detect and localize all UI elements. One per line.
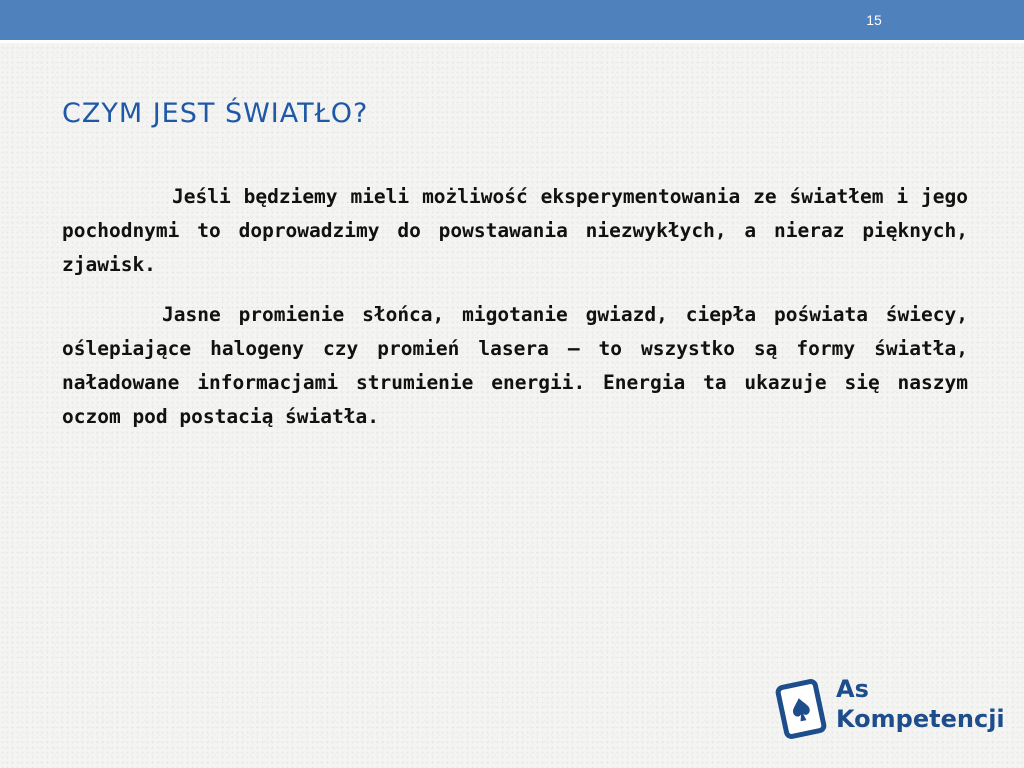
slide-title: CZYM JEST ŚWIATŁO? xyxy=(62,98,369,129)
paragraph-2-text: Jasne promienie słońca, migotanie gwiazd, ciepła poświata świecy, oślepiające halogeny czy promień lasera – to wszystko są formy światła, naładowane informacjami strumienie energii. Energia ta ukazuje się naszym oczom pod postacią światła. xyxy=(62,303,968,428)
logo-line-1: As xyxy=(836,675,869,703)
paragraph-1 xyxy=(62,180,968,282)
paragraph-1-text: Jeśli będziemy mieli możliwość eksperymentowania ze światłem i jego pochodnymi to doprowadzimy do powstawania niezwykłych, a nieraz pięknych, zjawisk. xyxy=(62,185,968,276)
slide-number: 15 xyxy=(866,12,882,28)
logo xyxy=(770,672,1005,742)
logo-line-2: Kompetencji xyxy=(836,705,1005,733)
spade-card-icon xyxy=(774,678,828,740)
logo-text xyxy=(836,674,1005,734)
slide-body xyxy=(62,180,968,450)
header-divider xyxy=(0,40,1024,43)
paragraph-2 xyxy=(62,298,968,434)
